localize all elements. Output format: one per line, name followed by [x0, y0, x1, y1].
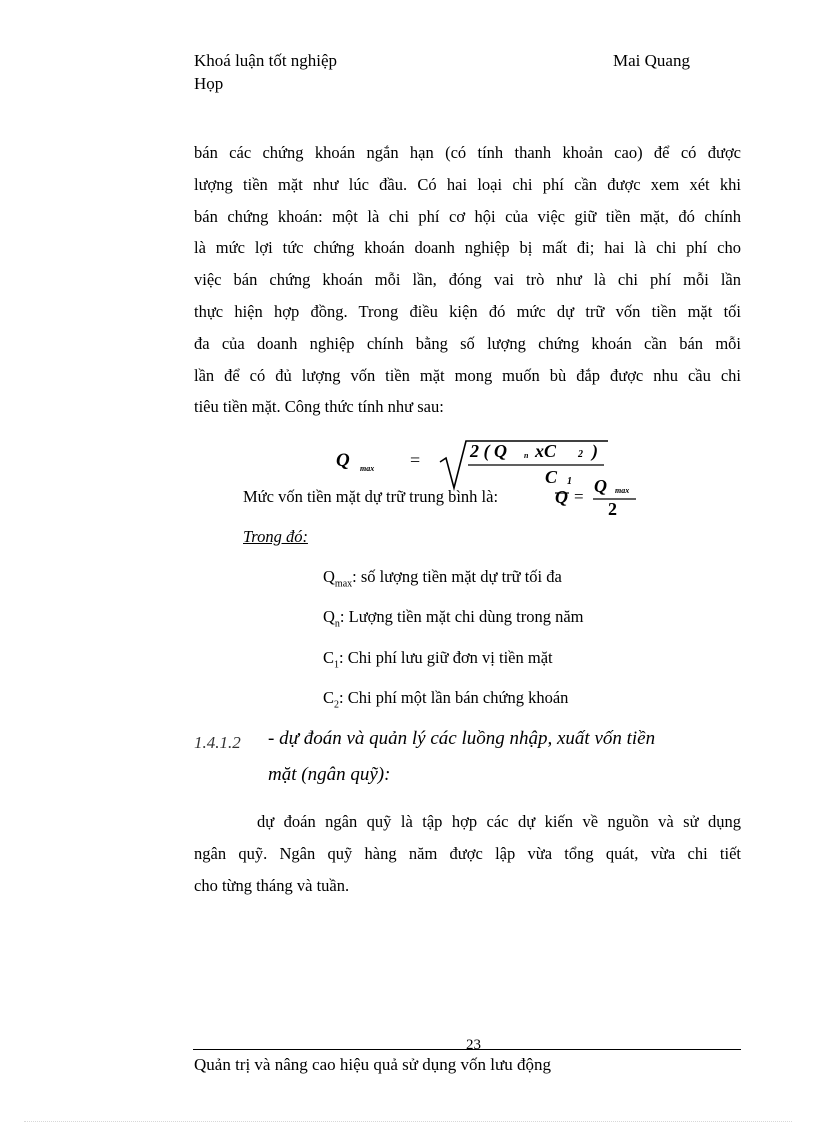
definition-subscript: max	[334, 578, 353, 590]
text-line: bán chứng khoán: một là chi phí cơ hội của việc giữ tiền mặt, đó chính	[194, 206, 741, 226]
formula-numerator-sub-n: n	[524, 451, 529, 460]
body-paragraph-2	[194, 806, 741, 901]
formula-average-equals: =	[574, 487, 584, 506]
section-number: 1.4.1.2	[194, 733, 241, 752]
formula-lhs: Q	[336, 450, 350, 471]
text-line: ngân quỹ. Ngân quỹ hàng năm được lập vừa tổng quát, vừa chi tiết	[194, 843, 741, 863]
average-cash-label: Mức vốn tiền mặt dự trữ trung bình là:	[243, 487, 499, 506]
formula-average-numerator: Q	[594, 476, 607, 496]
definition-text: : Lượng tiền mặt chi dùng trong năm	[339, 607, 584, 626]
body-paragraph-1	[194, 137, 741, 423]
formula-numerator-sub-2: 2	[578, 449, 583, 460]
formula-average-denominator: 2	[608, 499, 617, 519]
formula-lhs-sub: max	[360, 464, 375, 473]
text-line: lần để có đủ lượng vốn tiền mặt mong muốn bù đắp được nhu cầu chi	[194, 365, 741, 385]
formula-average	[550, 472, 650, 522]
text-line: bán các chứng khoán ngắn hạn (có tính thanh khoản cao) để có được	[194, 143, 741, 162]
definition-text: : Chi phí lưu giữ đơn vị tiền mặt	[339, 648, 553, 667]
formula-numerator-mid: xC	[535, 441, 557, 461]
formula-denominator-sub: 1	[567, 476, 572, 487]
definition-subscript: 2	[334, 699, 340, 711]
section-title-line-2: mặt (ngân quỹ):	[268, 764, 391, 785]
definition-symbol: C	[323, 648, 335, 667]
text-line: việc bán chứng khoán mỗi lần, đóng vai trò như là chi phí mỗi lần	[194, 270, 741, 290]
page-bottom-border	[24, 1121, 792, 1122]
definition-subscript: n	[334, 618, 340, 630]
definition-qn	[323, 607, 584, 629]
definition-subscript: 1	[334, 659, 340, 671]
formula-denominator: C	[545, 467, 558, 487]
header-author: Mai Quang	[613, 51, 690, 70]
where-label: Trong đó:	[243, 527, 308, 546]
formula-numerator-close: )	[592, 441, 598, 461]
definition-text: : Chi phí một lần bán chứng khoán	[339, 688, 569, 707]
definition-text: : số lượng tiền mặt dự trữ tối đa	[352, 567, 562, 586]
definition-symbol: Q	[323, 567, 335, 586]
section-title-line-1: - dự đoán và quản lý các luồng nhập, xuất vốn tiền	[268, 728, 656, 749]
definition-c1	[323, 648, 553, 670]
formula-average-numerator-sub: max	[615, 486, 630, 495]
text-line: thực hiện hợp đồng. Trong điều kiện đó mức dự trữ vốn tiền mặt tối	[194, 301, 741, 321]
definition-symbol: Q	[323, 607, 335, 626]
header-title-continued: Họp	[194, 74, 224, 93]
footer-text: Quản trị và nâng cao hiệu quả sử dụng vốn lưu động	[194, 1055, 551, 1074]
text-line: cho từng tháng và tuần.	[194, 875, 350, 895]
text-line: lượng tiền mặt như lúc đầu. Có hai loại chi phí cần được xem xét khi	[194, 174, 741, 194]
header-title: Khoá luận tốt nghiệp	[194, 51, 338, 70]
formula-average-lhs: Q	[555, 487, 568, 507]
definition-symbol: C	[323, 688, 335, 707]
text-line: dự đoán ngân quỹ là tập hợp các dự kiến về nguồn và sử dụng	[257, 812, 741, 831]
page-number: 23	[466, 1037, 481, 1053]
formula-equals: =	[410, 450, 421, 470]
text-line: đa của doanh nghiệp chính bằng số lượng chứng khoán cần bán mỗi	[194, 333, 741, 353]
definition-qmax	[323, 567, 562, 589]
formula-numerator-open: 2 ( Q	[470, 441, 507, 461]
text-line: tiêu tiền mặt. Công thức tính như sau:	[194, 397, 444, 417]
definition-c2	[323, 688, 568, 710]
text-line: là mức lợi tức chứng khoán doanh nghiệp bị mất đi; hai là chi phí cho	[194, 238, 741, 258]
